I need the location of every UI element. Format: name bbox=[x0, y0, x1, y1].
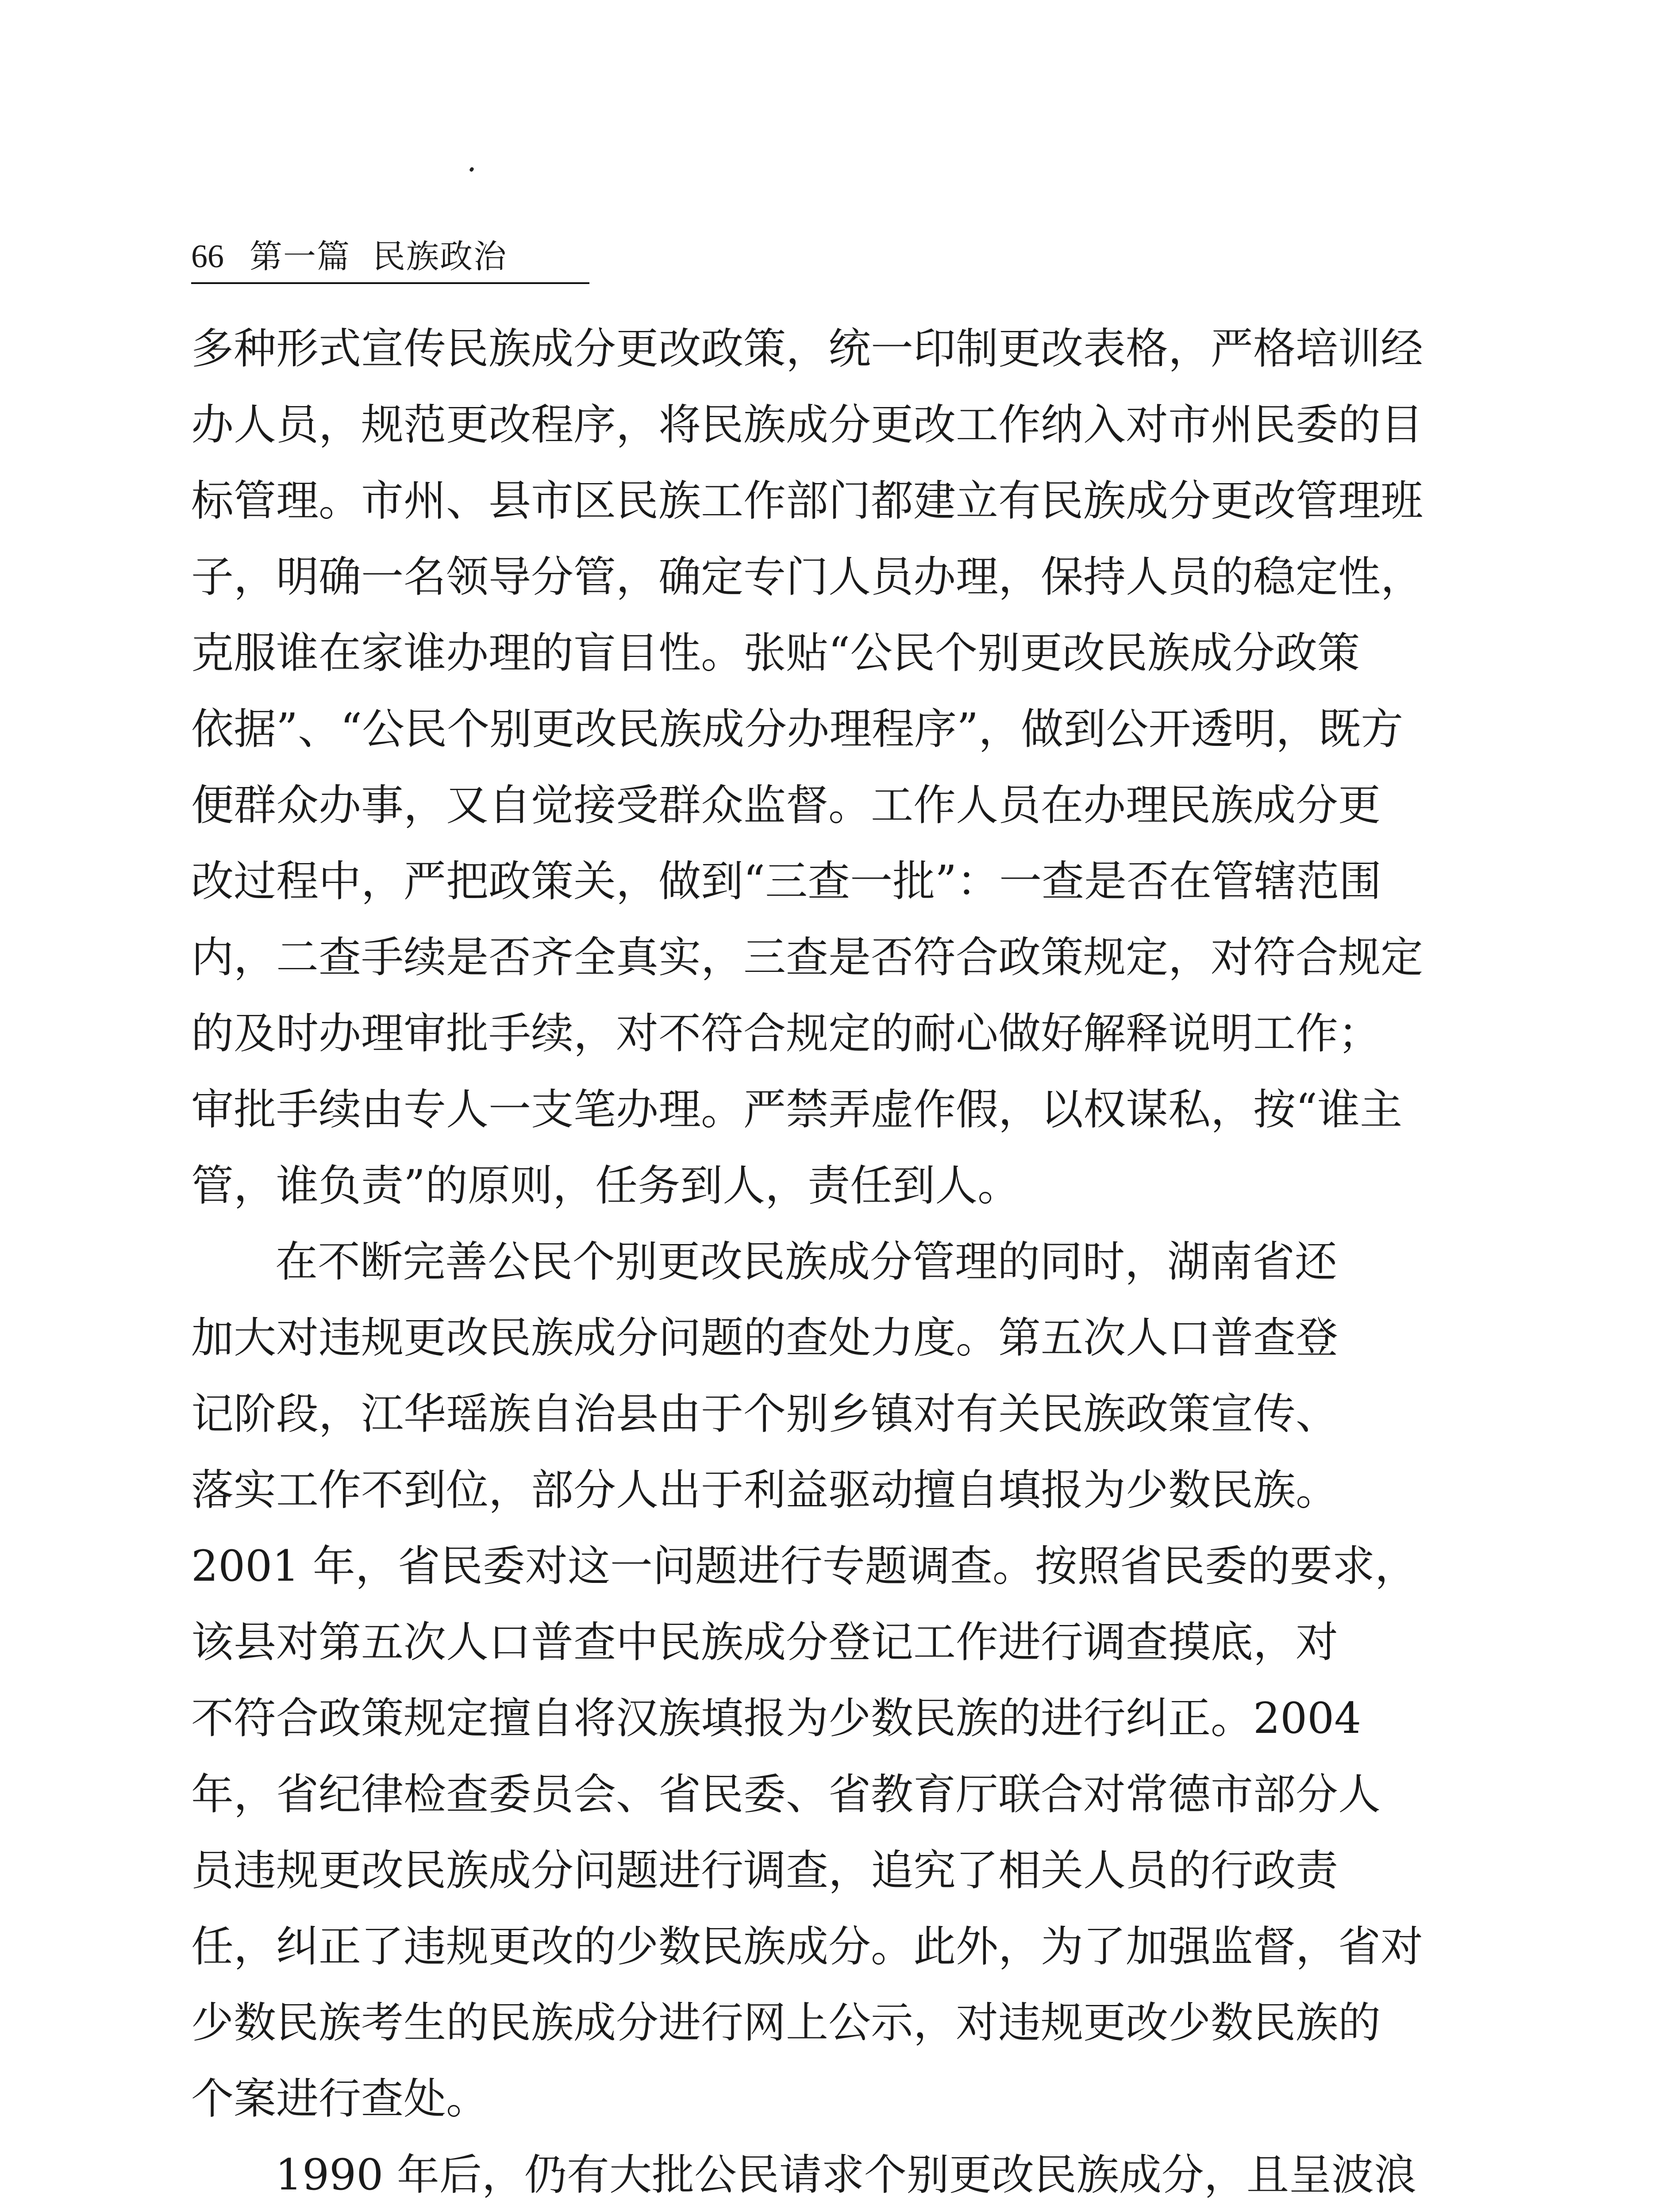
text-line: 加大对违规更改民族成分问题的查处力度。第五次人口普查登 bbox=[191, 1313, 1338, 1363]
text-line: 子，明确一名领导分管，确定专门人员办理，保持人员的稳定性， bbox=[191, 552, 1423, 602]
text-line: 内，二查手续是否齐全真实，三查是否符合政策规定，对符合规定 bbox=[191, 933, 1423, 982]
paragraph-first-line: 在不断完善公民个别更改民族成分管理的同时，湖南省还 bbox=[275, 1237, 1337, 1286]
text-line: 审批手续由专人一支笔办理。严禁弄虚作假，以权谋私，按“谁主 bbox=[191, 1085, 1403, 1134]
text-line: 多种形式宣传民族成分更改政策，统一印制更改表格，严格培训经 bbox=[191, 324, 1423, 373]
text-line: 少数民族考生的民族成分进行网上公示，对违规更改少数民族的 bbox=[191, 1998, 1381, 2047]
text-line: 落实工作不到位，部分人出于利益驱动擅自填报为少数民族。 bbox=[191, 1465, 1338, 1515]
ink-speck bbox=[469, 167, 474, 173]
text-line: 依据”、“公民个别更改民族成分办理程序”，做到公开透明，既方 bbox=[191, 704, 1404, 754]
paragraph-first-line: 1990 年后，仍有大批公民请求个别更改民族成分，且呈波浪 bbox=[275, 2150, 1416, 2200]
section-title bbox=[250, 234, 507, 279]
text-line: 标管理。市州、县市区民族工作部门都建立有民族成分更改管理班 bbox=[191, 476, 1423, 526]
text-line: 办人员，规范更改程序，将民族成分更改工作纳入对市州民委的目 bbox=[191, 400, 1423, 449]
chapter-title: 民族政治 bbox=[373, 238, 507, 276]
text-line: 改过程中，严把政策关，做到“三查一批”：一查是否在管辖范围 bbox=[191, 856, 1382, 906]
text-line: 便群众办事，又自觉接受群众监督。工作人员在办理民族成分更 bbox=[191, 780, 1381, 830]
text-line: 年，省纪律检查委员会、省民委、省教育厅联合对常德市部分人 bbox=[191, 1770, 1381, 1819]
running-header bbox=[191, 230, 589, 284]
body-text bbox=[191, 311, 1423, 2212]
text-line: 2001 年，省民委对这一问题进行专题调查。按照省民委的要求， bbox=[191, 1541, 1417, 1591]
text-line: 克服谁在家谁办理的盲目性。张贴“公民个别更改民族成分政策 bbox=[191, 628, 1360, 678]
text-line: 任，纠正了违规更改的少数民族成分。此外，为了加强监督，省对 bbox=[191, 1922, 1423, 1971]
text-line: 记阶段，江华瑶族自治县由于个别乡镇对有关民族政策宣传、 bbox=[191, 1389, 1338, 1439]
text-line: 管，谁负责”的原则，任务到人，责任到人。 bbox=[191, 1161, 1020, 1210]
page-number: 66 bbox=[191, 238, 224, 275]
text-line: 员违规更改民族成分问题进行调查，追究了相关人员的行政责 bbox=[191, 1846, 1338, 1895]
text-line: 个案进行查处。 bbox=[191, 2074, 489, 2124]
text-line: 该县对第五次人口普查中民族成分登记工作进行调查摸底，对 bbox=[191, 1617, 1338, 1667]
text-line: 的及时办理审批手续，对不符合规定的耐心做好解释说明工作； bbox=[191, 1009, 1381, 1058]
text-line: 不符合政策规定擅自将汉族填报为少数民族的进行纠正。2004 bbox=[191, 1694, 1362, 1743]
part-label: 第一篇 bbox=[250, 238, 350, 276]
